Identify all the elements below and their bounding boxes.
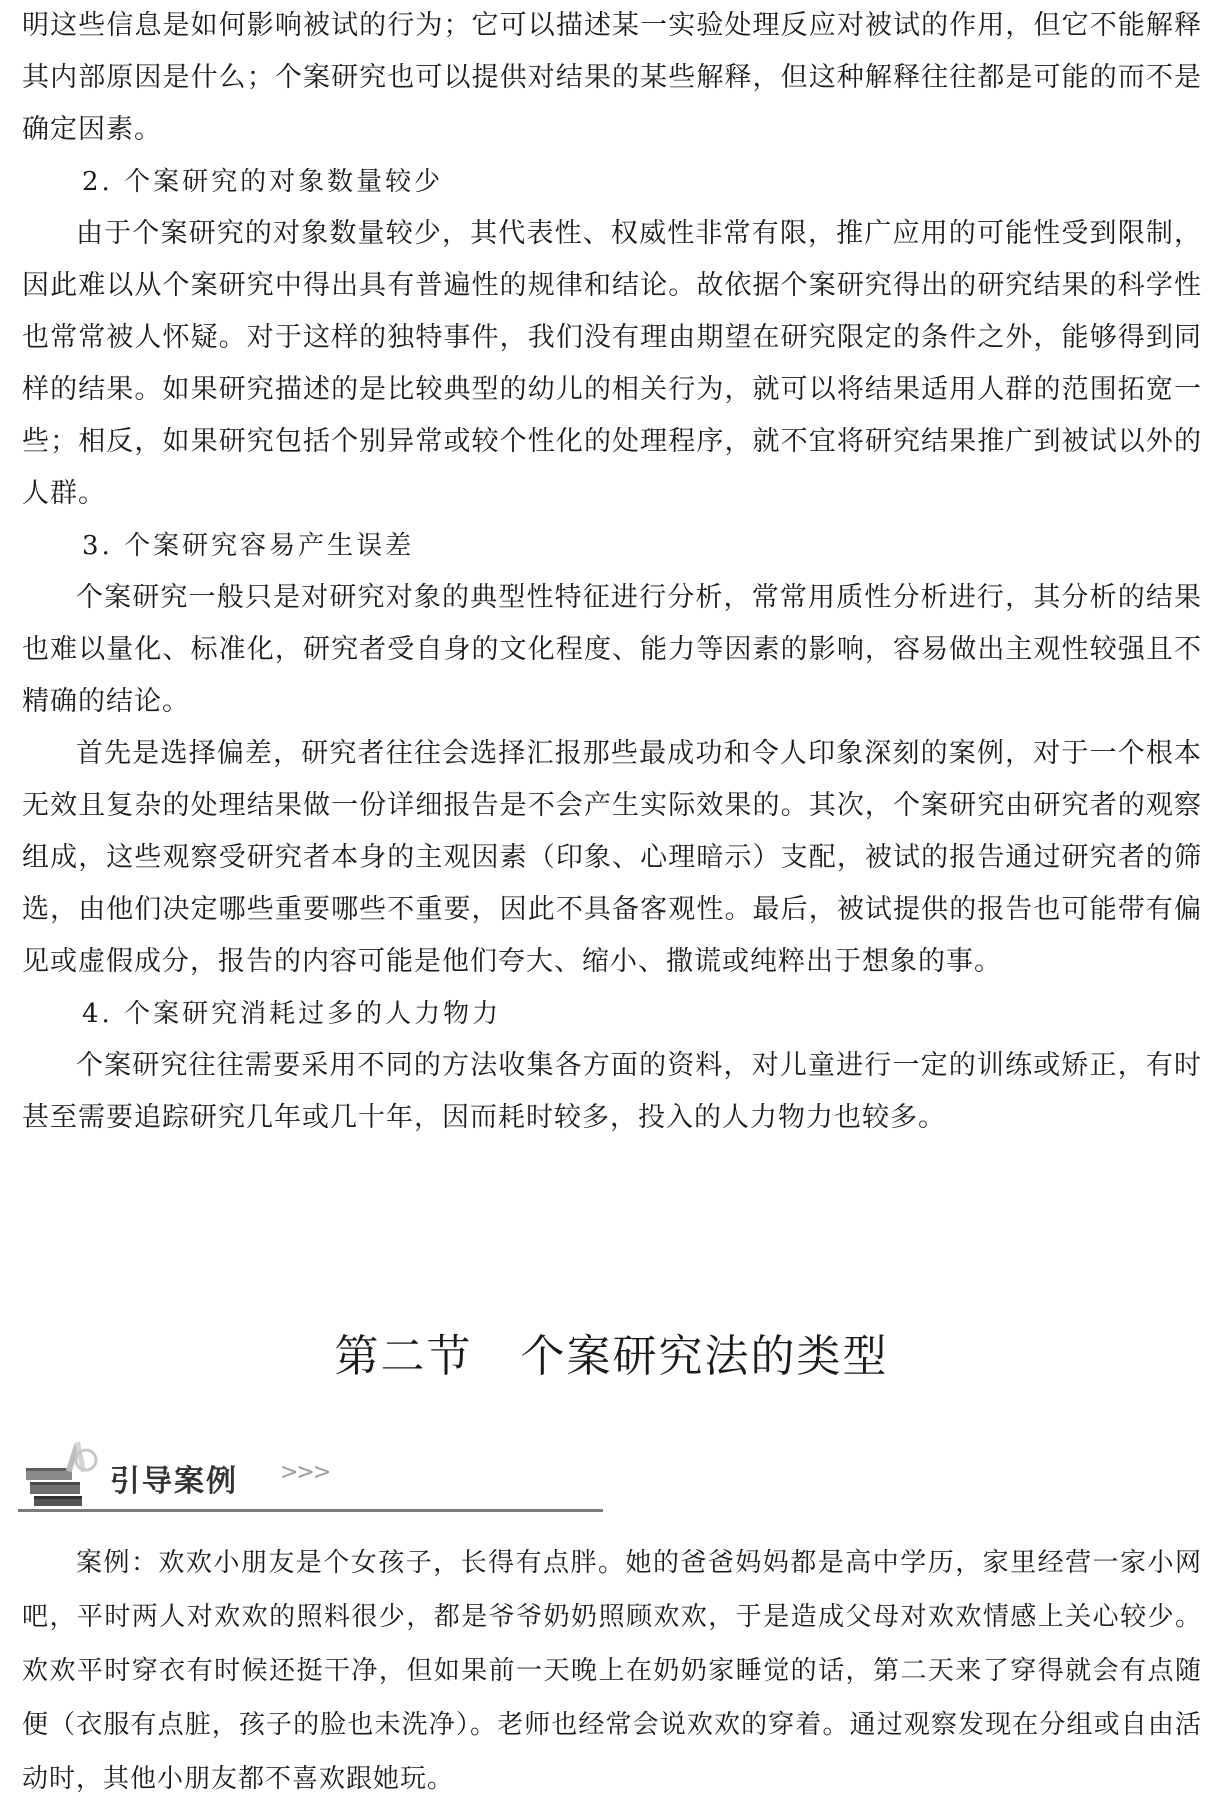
guide-arrows: >>> (280, 1460, 330, 1485)
point-2-paragraph: 由于个案研究的对象数量较少，其代表性、权威性非常有限，推广应用的可能性受到限制，因此难以从个案研究中得出具有普遍性的规律和结论。故依据个案研究得出的研究结果的科学性也常常被人怀疑。对于这样的独特事件，我们没有理由期望在研究限定的条件之外，能够得到同样的结果。如果研究描述的是比较典型的幼儿的相关行为，就可以将结果适用人群的范围拓宽一些；相反，如果研究包括个别异常或较个性化的处理程序，就不宜将研究结果推广到被试以外的人群。 (22, 218, 1202, 509)
guide-label: 引导案例 (110, 1464, 238, 1499)
point-3-heading: 3. 个案研究容易产生误差 (82, 531, 415, 561)
guide-case-header (18, 1432, 608, 1512)
section-title (0, 1320, 1223, 1384)
section-name: 个案研究法的类型 (520, 1331, 889, 1382)
guide-underline (18, 1509, 603, 1512)
books-icon (20, 1438, 102, 1508)
case-paragraph: 案例：欢欢小朋友是个女孩子，长得有点胖。她的爸爸妈妈都是高中学历，家里经营一家小网吧，平时两人对欢欢的照料很少，都是爷爷奶奶照顾欢欢，于是造成父母对欢欢情感上关心较少。欢欢平时穿衣有时候还挺干净，但如果前一天晚上在奶奶家睡觉的话，第二天来了穿得就会有点随便（衣服有点脏，孩子的脸也未洗净）。老师也经常会说欢欢的穿着。通过观察发现在分组或自由活动时，其他小朋友都不喜欢跟她玩。 (22, 1548, 1202, 1794)
point-2-heading: 2. 个案研究的对象数量较少 (82, 167, 444, 197)
point-4-paragraph: 个案研究往往需要采用不同的方法收集各方面的资料，对儿童进行一定的训练或矫正，有时甚至需要追踪研究几年或几十年，因而耗时较多，投入的人力物力也较多。 (22, 1050, 1202, 1133)
section-number: 第二节 (334, 1331, 473, 1382)
point-4-heading: 4. 个案研究消耗过多的人力物力 (82, 999, 502, 1029)
case-block (22, 1536, 1202, 1806)
point-3-paragraph-1: 个案研究一般只是对研究对象的典型性特征进行分析，常常用质性分析进行，其分析的结果也难以量化、标准化，研究者受自身的文化程度、能力等因素的影响，容易做出主观性较强且不精确的结论。 (22, 582, 1202, 717)
body-text (22, 0, 1202, 1144)
continuation-paragraph: 明这些信息是如何影响被试的行为；它可以描述某一实验处理反应对被试的作用，但它不能解释其内部原因是什么；个案研究也可以提供对结果的某些解释，但这种解释往往都是可能的而不是确定因素。 (22, 10, 1202, 145)
point-3-paragraph-2: 首先是选择偏差，研究者往往会选择汇报那些最成功和令人印象深刻的案例，对于一个根本无效且复杂的处理结果做一份详细报告是不会产生实际效果的。其次，个案研究由研究者的观察组成，这些观察受研究者本身的主观因素（印象、心理暗示）支配，被试的报告通过研究者的筛选，由他们决定哪些重要哪些不重要，因此不具备客观性。最后，被试提供的报告也可能带有偏见或虚假成分，报告的内容可能是他们夸大、缩小、撒谎或纯粹出于想象的事。 (22, 738, 1202, 977)
